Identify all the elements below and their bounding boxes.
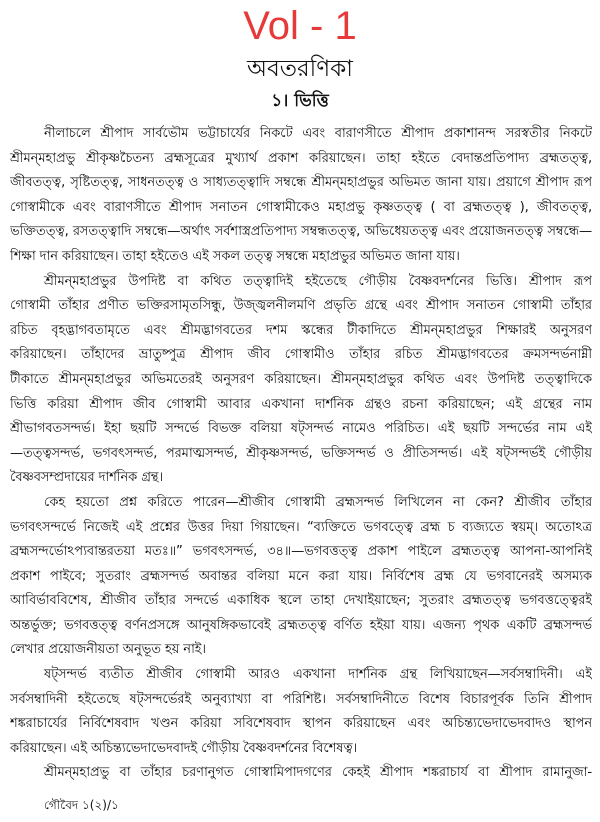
text-line: গোস্বামীকে এবং বারাণসীতে শ্রীপাদ সনাতন গোস্বামীকেও মহাপ্রভু কৃষ্ণতত্ত্ব ( বা ব্রহ্মতত্ত্ব ), জীবতত্ত্ব, <box>10 199 592 215</box>
page-signature: গৌবৈদ ১(২)/১ <box>44 798 119 812</box>
paragraph <box>10 761 592 786</box>
paragraph <box>10 491 592 663</box>
text-line: শিক্ষা দান করিয়াছেন। তাহা হইতেও এই সকল তত্ত্ব সম্বন্ধে মহাপ্রভুর অভিমত জানা যায়। <box>10 248 460 264</box>
text-line: টীকাতে শ্রীমন্‌মহাপ্রভুর অভিমতেরই অনুসরণ করিয়াছেন। শ্রীমন্‌মহাপ্রভুর কথিত এবং উপদিষ্ট তত্ত্বাদিকে <box>10 371 592 387</box>
text-line: —তত্ত্বসন্দর্ভ, ভগবৎসন্দর্ভ, পরমাত্মসন্দর্ভ, শ্রীকৃষ্ণসন্দর্ভ, ভক্তিসন্দর্ভ ও প্রীতিসন্দর্ভ। এই ষট্‌সন্দর্ভই গৌড়ীয় <box>10 445 592 461</box>
text-line: বৈষ্ণবসম্প্রদায়ের দার্শনিক গ্রন্থ। <box>10 470 163 486</box>
text-line: ভিত্তি করিয়া শ্রীপাদ জীব গোস্বামী আবার একখানা দার্শনিক গ্রন্থও রচনা করিয়াছেন; এই গ্রন্থের নাম <box>10 396 592 412</box>
text-line: জীবতত্ত্ব, সৃষ্টিতত্ত্ব, সাধনতত্ত্ব ও সাধ্যতত্ত্বাদি সম্বন্ধে শ্রীমন্‌মহাপ্রভুর অভিমত জানা যায়। প্রয়াগে শ্রীপাদ রূপ <box>10 175 592 191</box>
volume-label: Vol - 1 <box>243 4 357 48</box>
text-line: ষট্‌সন্দর্ভ ব্যতীত শ্রীজীব গোস্বামী আরও একখানা দার্শনিক গ্রন্থ লিখিয়াছেন—সর্বসম্বাদিনী। এই <box>44 667 592 683</box>
text-line: করিয়াছেন। এই অচিন্ত্যভেদাভেদবাদই গৌড়ীয় বৈষ্ণবদর্শনের বিশেষত্ব। <box>10 740 358 756</box>
paragraph <box>10 663 592 761</box>
text-line: রচিত বৃহদ্ভাগবতামৃতে এবং শ্রীমদ্ভাগবতের দশম স্কন্ধের টীকাদিতে শ্রীমন্‌মহাপ্রভুর শিক্ষারই অনুসরণ <box>10 322 592 338</box>
text-line: কেহ হয়তো প্রশ্ন করিতে পারেন—শ্রীজীব গোস্বামী ব্রহ্মসন্দর্ভ লিখিলেন না কেন? শ্রীজীব তাঁহার <box>44 494 592 510</box>
page-title: অবতরণিকা <box>247 56 353 82</box>
text-line: নীলাচলে শ্রীপাদ সার্বভৌম ভট্টাচার্যের নিকটে এবং বারাণসীতে শ্রীপাদ প্রকাশানন্দ সরস্বতীর নিকটে <box>44 126 592 141</box>
text-line: শঙ্করাচার্যের নির্বিশেষবাদ খণ্ডন করিয়া সবিশেষবাদ স্থাপন করিয়াছেন এবং অচিন্ত্যভেদাভেদবাদও স্থাপন <box>10 716 592 732</box>
text-line: শ্রীমন্‌মহাপ্রভুর উপদিষ্ট বা কথিত তত্ত্বাদিই হইতেছে গৌড়ীয় বৈষ্ণবদর্শনের ভিত্তি। শ্রীপাদ রূপ <box>44 273 592 289</box>
text-line: শ্রীভাগবতসন্দর্ভ। ইহা ছয়টি সন্দর্ভে বিভক্ত বলিয়া ষট্‌সন্দর্ভ নামেও পরিচিত। এই ছয়টি সন্দর্ভের নাম এই <box>10 421 592 437</box>
section-heading: ১। ভিত্তি <box>271 91 329 111</box>
text-line: শ্রীমন্‌মহাপ্রভু বা তাঁহার চরণানুগত গোস্বামিপাদগণের কেহই শ্রীপাদ শঙ্করাচার্য বা শ্রীপাদ রামানুজা- <box>44 765 592 781</box>
text-line: লেখার প্রয়োজনীয়তা অনুভূত হয় নাই। <box>10 642 206 658</box>
text-line: সর্বসম্বাদিনী হইতেছে ষট্‌সন্দর্ভেরই অনুব্যাখ্যা বা পরিশিষ্ট। সর্বসম্বাদিনীতে বিশেষ বিচারপূর্বক তিনি শ্রীপাদ <box>10 691 592 707</box>
text-line: গোস্বামী তাঁহার প্রণীত ভক্তিরসামৃতসিন্ধু, উজ্জ্বলনীলমণি প্রভৃতি গ্রন্থে এবং শ্রীপাদ সনাতন গোস্বামী তাঁহার <box>10 298 592 314</box>
text-line: করিয়াছেন। তাঁহাদের ভ্রাতুষ্পুত্র শ্রীপাদ জীব গোস্বামীও তাঁহার রচিত শ্রীমদ্ভাগবতের ক্রমসন্দর্ভনাম্নী <box>10 347 592 363</box>
paragraph <box>10 270 592 491</box>
text-line: ভগবৎসন্দর্ভে নিজেই এই প্রশ্নের উত্তর দিয়া গিয়াছেন। “ব্যক্তিতে ভগবত্ত্বে ব্রহ্ম চ ব্যজ্যতে স্বয়ম্। অতোঽত্র <box>10 519 592 535</box>
text-line: প্রকাশ পাইবে; সুতরাং ব্রহ্মসন্দর্ভ অবান্তর বলিয়া মনে করা যায়। নির্বিশেষ ব্রহ্ম যে ভগবানেরই অসম্যক <box>10 568 592 584</box>
text-line: ভক্তিতত্ত্ব, রসতত্ত্বাদি সম্বন্ধে—অর্থাৎ সর্বশাস্ত্রপ্রতিপাদ্য সম্বন্ধতত্ত্ব, অভিধেয়তত্ত্ব এবং প্রয়োজনতত্ত্ব সম্বন্ধে— <box>10 224 592 240</box>
text-line: ব্রহ্মসন্দর্ভোঽপ্যবান্তরতয়া মতঃ॥” ভগবৎসন্দর্ভ, ৩৪॥—ভগবত্তত্ত্ব প্রকাশ পাইলে ব্রহ্মতত্ত্ব আপনা-আপনিই <box>10 544 592 560</box>
text-line: অন্তর্ভুক্ত; ভগবত্তত্ত্ব বর্ণনপ্রসঙ্গে আনুষঙ্গিকভাবেই ব্রহ্মতত্ত্ব বর্ণিত হইয়া যায়। এজন্য পৃথক একটি ব্রহ্মসন্দর্ভ <box>10 617 592 633</box>
text-line: শ্রীমন্‌মহাপ্রভু শ্রীকৃষ্ণচৈতন্য ব্রহ্মসূত্রের মুখ্যার্থ প্রকাশ করিয়াছেন। তাহা হইতে বেদান্তপ্রতিপাদ্য ব্রহ্মতত্ত্ব, <box>10 150 592 166</box>
document-body <box>10 122 592 786</box>
text-line: আবির্ভাববিশেষ, শ্রীজীব তাঁহার সন্দর্ভে একাধিক স্থলে তাহা দেখাইয়াছেন; সুতরাং ব্রহ্মতত্ত্ব ভগবত্তত্ত্বেরই <box>10 593 592 609</box>
paragraph <box>10 122 592 270</box>
